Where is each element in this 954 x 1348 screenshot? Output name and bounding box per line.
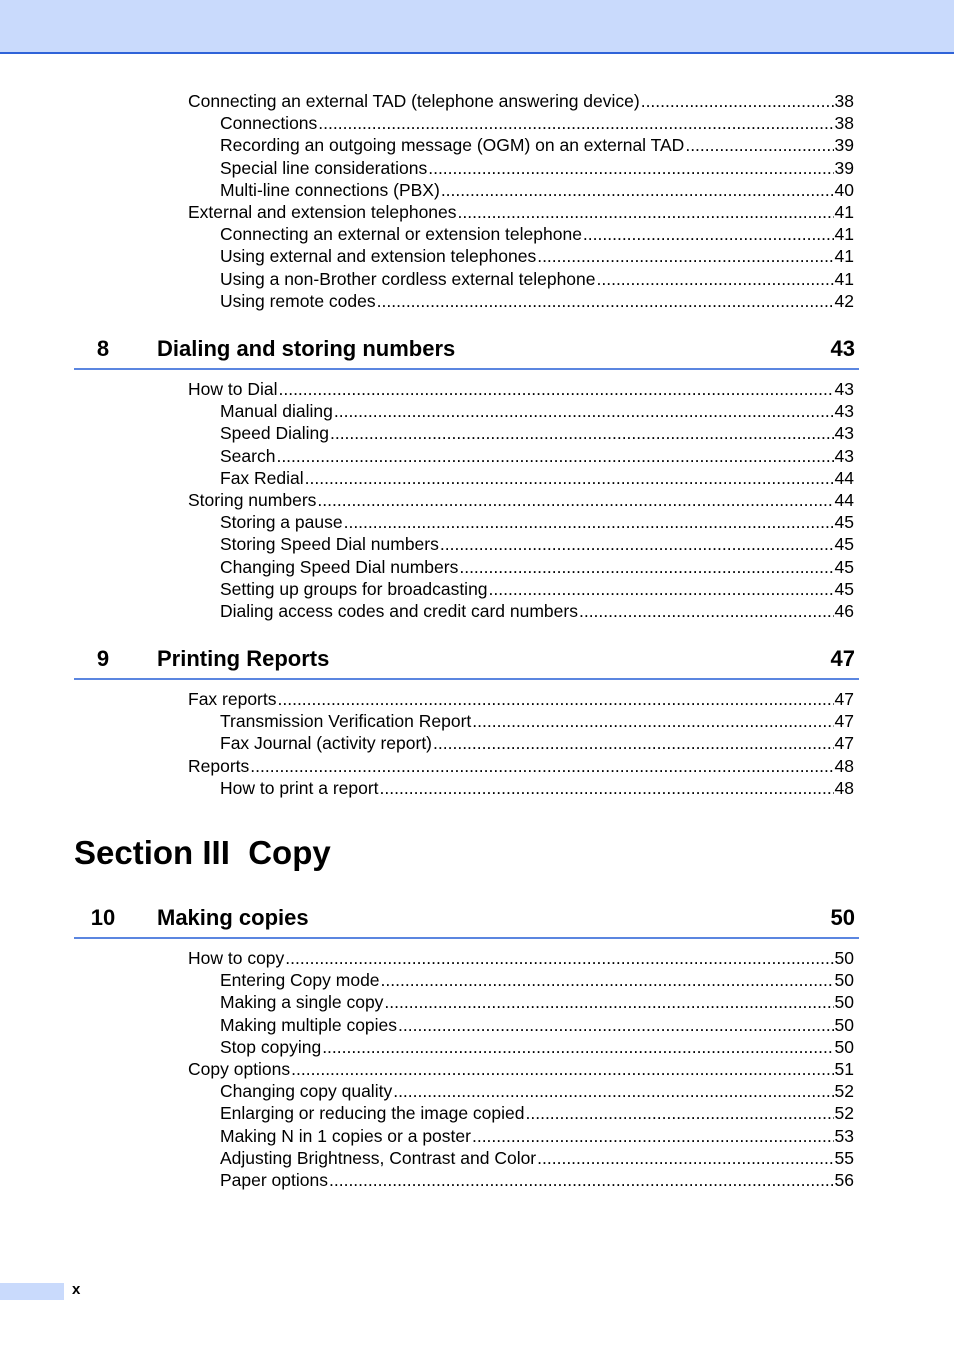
toc-entry[interactable] [220,710,854,732]
dot-leader [278,378,833,400]
toc-entry[interactable] [220,556,854,578]
dot-leader [641,90,834,112]
toc-entry[interactable] [220,445,854,467]
toc-entry[interactable] [188,378,854,400]
toc-entry-label: Recording an outgoing message (OGM) on an external TAD [220,135,685,156]
dot-leader [278,688,834,710]
dot-leader [428,157,833,179]
toc-entry[interactable] [188,201,854,223]
chapter-number: 9 [96,646,110,671]
toc-entry[interactable] [220,1036,854,1058]
toc-entry[interactable] [188,947,854,969]
toc-entry-page: 47 [834,733,854,754]
toc-entry[interactable] [220,1169,854,1191]
chapter-page: 50 [830,905,855,930]
toc-entry-label: How to copy [188,948,285,968]
dot-leader [472,710,833,732]
toc-entry-page: 41 [834,268,854,289]
toc-entry[interactable] [220,578,854,600]
toc-entry-label: Stop copying [220,1036,322,1057]
toc-entry-label: Transmission Verification Report [220,711,472,732]
dot-leader [330,422,834,444]
toc-entry-page: 41 [834,246,854,267]
toc-entry-page: 53 [834,1125,854,1146]
toc-entry-page: 52 [834,1081,854,1102]
toc-entry-label: Fax Journal (activity report) [220,733,433,754]
toc-entry-page: 51 [834,1059,854,1079]
toc-entry[interactable] [220,1014,854,1036]
toc-entry-page: 45 [834,556,854,577]
toc-entry[interactable] [220,991,854,1013]
toc-entry-label: Connecting an external or extension telephone [220,224,582,245]
toc-entry-label: Paper options [220,1170,328,1190]
toc-entry-page: 48 [834,755,854,776]
toc-entry-page: 56 [834,1170,854,1190]
dot-leader [597,268,834,290]
toc-entry-label: Connecting an external TAD (telephone answering device) [188,91,640,111]
toc-entry[interactable] [220,1080,854,1102]
toc-entry[interactable] [220,422,854,444]
toc-entry-page: 43 [834,401,854,422]
toc-entry[interactable] [220,732,854,754]
toc-entry-page: 50 [834,1036,854,1057]
toc-entry-label: External and extension telephones [188,202,457,222]
toc-entry[interactable] [188,90,854,112]
dot-leader [380,777,834,799]
toc-entry-page: 44 [834,490,854,510]
toc-entry-page: 42 [834,290,854,311]
dot-leader [250,755,833,777]
toc-entry-label: Fax reports [188,689,277,709]
chapter-title: Printing Reports [157,646,330,671]
toc-entry[interactable] [220,179,854,201]
toc-entry-label: Storing Speed Dial numbers [220,534,439,555]
dot-leader [393,1080,833,1102]
toc-entry-page: 39 [834,157,854,178]
toc-entry-page: 43 [834,423,854,444]
toc-entry-label: Setting up groups for broadcasting [220,578,488,599]
toc-entry-label: Search [220,445,276,466]
toc-entry[interactable] [220,533,854,555]
toc-entry-label: Adjusting Brightness, Contrast and Color [220,1147,537,1168]
toc-entry[interactable] [220,1125,854,1147]
toc-entry-page: 39 [834,135,854,156]
toc-entry[interactable] [220,467,854,489]
toc-entry[interactable] [220,157,854,179]
toc-entry-page: 45 [834,534,854,555]
toc-entry[interactable] [220,268,854,290]
chapter-9-heading[interactable] [74,642,859,680]
toc-entry[interactable] [188,1058,854,1080]
dot-leader [344,511,834,533]
toc-entry-label: Making multiple copies [220,1014,398,1035]
toc-entry-page: 50 [834,992,854,1013]
toc-entry-page: 50 [834,1014,854,1035]
toc-entry-label: Storing a pause [220,512,343,533]
toc-entry-label: Storing numbers [188,490,317,510]
dot-leader [291,1058,833,1080]
toc-entry-page: 41 [834,202,854,222]
toc-entry[interactable] [220,112,854,134]
toc-entry-label: Changing copy quality [220,1081,393,1102]
toc-entry[interactable] [220,1147,854,1169]
toc-entry-page: 47 [834,689,854,709]
dot-leader [433,732,834,754]
toc-entry-label: Making a single copy [220,992,384,1013]
toc-entry-page: 50 [834,970,854,991]
toc-entry-label: Entering Copy mode [220,970,380,991]
dot-leader [384,991,833,1013]
toc-entry-label: Changing Speed Dial numbers [220,556,459,577]
toc-entry-page: 38 [834,113,854,134]
toc-entry-label: Dialing access codes and credit card numbers [220,601,578,621]
dot-leader [459,556,833,578]
dot-leader [322,1036,833,1058]
toc-entry-label: Copy options [188,1059,291,1079]
header-band [0,0,954,54]
dot-leader [458,201,834,223]
dot-leader [685,134,833,156]
chapter-page: 43 [830,336,855,361]
toc-entry-page: 43 [834,445,854,466]
toc-entry-page: 52 [834,1103,854,1124]
dot-leader [381,969,834,991]
chapter-page: 47 [830,646,855,671]
toc-entry[interactable] [220,400,854,422]
toc-entry-label: Multi-line connections (PBX) [220,179,440,200]
chapter-title: Dialing and storing numbers [157,336,456,361]
toc-entry-label: Using a non-Brother cordless external telephone [220,268,596,289]
toc-entry-label: How to print a report [220,777,379,798]
dot-leader [579,600,834,622]
toc-entry[interactable] [188,688,854,710]
toc-entry-label: How to Dial [188,379,278,399]
dot-leader [318,112,833,134]
toc-entry-label: Making N in 1 copies or a poster [220,1125,471,1146]
dot-leader [285,947,833,969]
toc-entry-page: 38 [834,91,854,111]
toc-entry-page: 45 [834,512,854,533]
page-number: x [72,1281,81,1298]
toc-entry-label: Fax Redial [220,467,304,488]
dot-leader [305,467,834,489]
toc-entry-page: 50 [834,948,854,968]
toc-entry-page: 44 [834,467,854,488]
chapter-number: 8 [96,336,110,361]
footer-band [0,1283,64,1300]
toc-entry-page: 47 [834,711,854,732]
toc-entry[interactable] [220,600,854,622]
toc-entry-page: 45 [834,578,854,599]
toc-entry-page: 55 [834,1147,854,1168]
toc-entry[interactable] [220,290,854,312]
toc-entry-label: Special line considerations [220,157,428,178]
toc-entry-page: 46 [834,601,854,621]
toc-entry[interactable] [220,777,854,799]
toc-entry-label: Enlarging or reducing the image copied [220,1103,525,1124]
dot-leader [377,290,834,312]
toc-entry[interactable] [220,223,854,245]
toc-entry[interactable] [220,1102,854,1124]
toc-entry[interactable] [220,134,854,156]
toc-entry[interactable] [220,245,854,267]
section-title: Section III Copy [74,834,331,871]
toc-entry-label: Reports [188,755,250,776]
dot-leader [537,245,833,267]
dot-leader [440,533,834,555]
toc-entry-page: 48 [834,777,854,798]
dot-leader [489,578,834,600]
dot-leader [329,1169,834,1191]
toc-entry-label: Using external and extension telephones [220,246,537,267]
toc-entry[interactable] [188,489,854,511]
dot-leader [317,489,833,511]
toc-entry[interactable] [220,969,854,991]
toc-entry[interactable] [188,755,854,777]
dot-leader [276,445,833,467]
toc-entry-label: Speed Dialing [220,423,329,444]
dot-leader [472,1125,834,1147]
chapter-title: Making copies [157,905,309,930]
dot-leader [334,400,834,422]
dot-leader [441,179,834,201]
chapter-number: 10 [90,905,116,930]
dot-leader [398,1014,834,1036]
toc-entry-label: Using remote codes [220,290,376,311]
dot-leader [537,1147,833,1169]
chapter-8-heading[interactable] [74,332,859,370]
toc-entry-page: 43 [834,379,854,399]
toc-entry[interactable] [220,511,854,533]
dot-leader [583,223,834,245]
toc-entry-label: Manual dialing [220,401,333,422]
dot-leader [526,1102,834,1124]
toc-entry-page: 40 [834,179,854,200]
toc-entry-label: Connections [220,113,318,134]
toc-entry-page: 41 [834,224,854,245]
chapter-10-heading[interactable] [74,901,859,939]
